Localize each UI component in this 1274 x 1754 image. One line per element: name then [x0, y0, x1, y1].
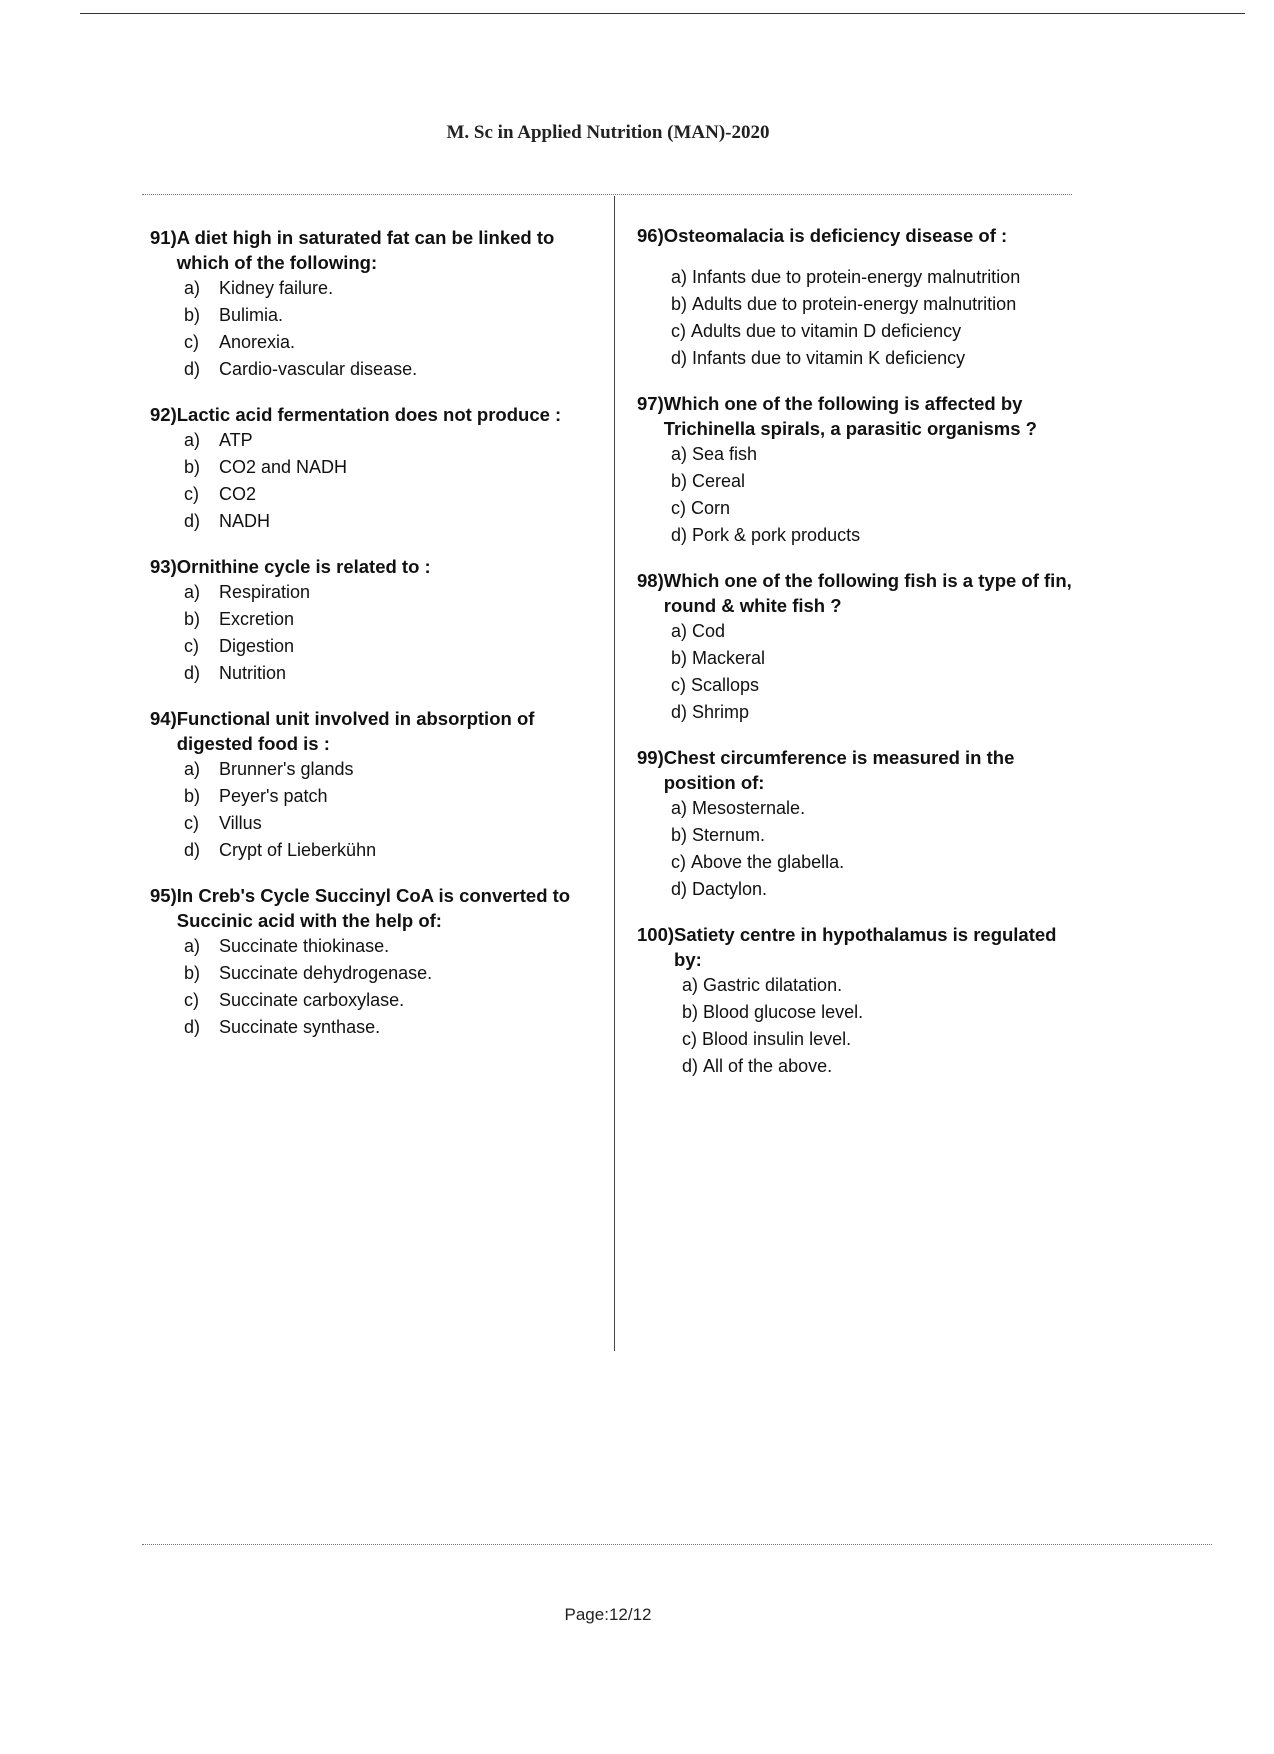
question-92 [150, 402, 595, 535]
options-list [637, 264, 1087, 372]
option: a) Brunner's glands [184, 759, 354, 779]
question-number: 100) [637, 924, 675, 945]
option: b) Cereal [671, 471, 746, 491]
question-95 [150, 883, 595, 1041]
options-list [637, 441, 1087, 549]
option: c) Anorexia. [184, 332, 296, 352]
question-text: Osteomalacia is deficiency disease of : [663, 225, 1008, 246]
option: c) Scallops [671, 675, 760, 695]
header-divider [142, 194, 1072, 195]
option: b) Adults due to protein-energy malnutrition [671, 294, 1017, 314]
option: b) Blood glucose level. [682, 1002, 864, 1022]
option: a) Gastric dilatation. [682, 975, 843, 995]
option: b) Sternum. [671, 825, 766, 845]
question-93 [150, 554, 595, 687]
question-100 [637, 922, 1087, 1080]
option: c) CO2 [184, 484, 257, 504]
option: b) Bulimia. [184, 305, 284, 325]
question-text: In Creb's Cycle Succinyl CoA is converted to Succinic acid with the help of: [176, 885, 571, 931]
question-number: 92) [150, 404, 177, 425]
option: a) Kidney failure. [184, 278, 334, 298]
column-divider [614, 196, 615, 1351]
option: d) All of the above. [682, 1056, 833, 1076]
question-91 [150, 225, 595, 383]
question-text: Which one of the following fish is a type of fin, round & white fish ? [663, 570, 1072, 616]
question-number: 93) [150, 556, 177, 577]
footer-divider [142, 1544, 1212, 1545]
option: c) Adults due to vitamin D deficiency [671, 321, 962, 341]
question-94 [150, 706, 595, 864]
option: a) Succinate thiokinase. [184, 936, 390, 956]
question-text: Ornithine cycle is related to : [176, 556, 431, 577]
option: b) CO2 and NADH [184, 457, 348, 477]
left-column [150, 225, 595, 1060]
question-number: 91) [150, 227, 177, 248]
options-list [637, 972, 1087, 1080]
option: a) Infants due to protein-energy malnutrition [671, 267, 1021, 287]
question-number: 97) [637, 393, 664, 414]
question-96 [637, 223, 1087, 372]
option: d) Cardio-vascular disease. [184, 359, 418, 379]
question-number: 96) [637, 225, 664, 246]
question-number: 95) [150, 885, 177, 906]
question-text: A diet high in saturated fat can be linked to which of the following: [176, 227, 555, 273]
option: d) Shrimp [671, 702, 750, 722]
option: d) Nutrition [184, 663, 287, 683]
question-text: Satiety centre in hypothalamus is regulated by: [674, 924, 1057, 970]
option: b) Excretion [184, 609, 295, 629]
question-number: 94) [150, 708, 177, 729]
question-99 [637, 745, 1087, 903]
option: a) ATP [184, 430, 253, 450]
options-list [150, 275, 595, 383]
question-text: Lactic acid fermentation does not produce : [176, 404, 562, 425]
option: d) NADH [184, 511, 271, 531]
page-title: M. Sc in Applied Nutrition (MAN)-2020 [446, 122, 770, 143]
options-list [150, 579, 595, 687]
option: c) Villus [184, 813, 262, 833]
option: b) Mackeral [671, 648, 766, 668]
option: c) Succinate carboxylase. [184, 990, 405, 1010]
option: c) Corn [671, 498, 731, 518]
option: c) Blood insulin level. [682, 1029, 852, 1049]
option: a) Respiration [184, 582, 311, 602]
option: c) Digestion [184, 636, 295, 656]
question-text: Chest circumference is measured in the position of: [663, 747, 1015, 793]
top-rule [80, 13, 1245, 14]
page-number: Page:12/12 [564, 1605, 652, 1624]
options-list [150, 427, 595, 535]
question-number: 99) [637, 747, 664, 768]
question-97 [637, 391, 1087, 549]
options-list [637, 618, 1087, 726]
question-98 [637, 568, 1087, 726]
question-number: 98) [637, 570, 664, 591]
option: d) Pork & pork products [671, 525, 861, 545]
option: a) Sea fish [671, 444, 758, 464]
option: d) Infants due to vitamin K deficiency [671, 348, 966, 368]
option: a) Mesosternale. [671, 798, 806, 818]
options-list [150, 933, 595, 1041]
option: d) Dactylon. [671, 879, 768, 899]
option: c) Above the glabella. [671, 852, 845, 872]
options-list [150, 756, 595, 864]
question-text: Which one of the following is affected by Trichinella spirals, a parasitic organisms ? [663, 393, 1037, 439]
option: a) Cod [671, 621, 726, 641]
right-column [637, 223, 1087, 1099]
option: d) Succinate synthase. [184, 1017, 381, 1037]
option: b) Succinate dehydrogenase. [184, 963, 433, 983]
option: d) Crypt of Lieberkühn [184, 840, 377, 860]
option: b) Peyer's patch [184, 786, 328, 806]
question-text: Functional unit involved in absorption of digested food is : [176, 708, 535, 754]
options-list [637, 795, 1087, 903]
